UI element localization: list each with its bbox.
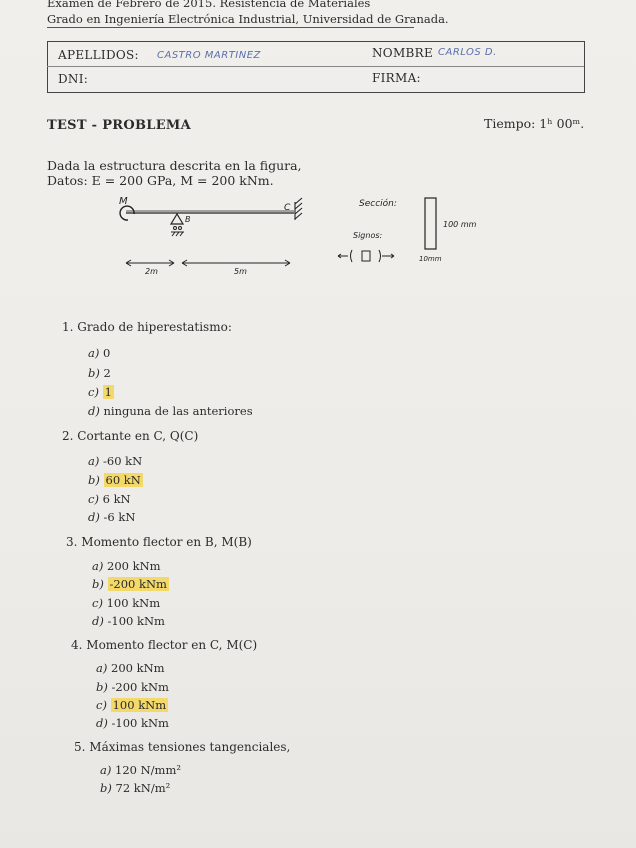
dim-arrow-left bbox=[126, 260, 174, 266]
option-text-highlighted: 100 kNm bbox=[112, 698, 167, 712]
option-letter: a) bbox=[100, 763, 112, 777]
option-1b[interactable] bbox=[88, 366, 111, 380]
exam-header-line2: Grado en Ingeniería Electrónica Industrial, Universidad de Granada. bbox=[47, 12, 449, 26]
question-5 bbox=[74, 740, 290, 754]
intro-line1: Dada la estructura descrita en la figura, bbox=[47, 158, 302, 173]
section-width-label: 10mm bbox=[419, 255, 442, 263]
option-letter: d) bbox=[88, 404, 100, 418]
sign-moment-left-icon bbox=[351, 250, 353, 262]
section-label: Sección: bbox=[359, 199, 397, 209]
option-text: 100 kNm bbox=[106, 596, 161, 610]
roller-left-icon bbox=[174, 227, 177, 230]
nombre-label: NOMBRE bbox=[372, 46, 434, 60]
option-4a[interactable] bbox=[96, 661, 165, 675]
option-1d[interactable] bbox=[88, 404, 253, 418]
exam-header-line1: Examen de Febrero de 2015. Resistencia de Materiales bbox=[47, 0, 371, 10]
option-letter: c) bbox=[88, 492, 99, 506]
end-c-label: C bbox=[284, 203, 291, 213]
option-letter: a) bbox=[96, 661, 108, 675]
fixed-support-icon bbox=[295, 198, 302, 220]
option-text: 200 kNm bbox=[111, 661, 165, 675]
option-letter: a) bbox=[88, 346, 100, 360]
sign-moment-right-icon bbox=[379, 250, 381, 262]
question-text: Cortante en C, Q(C) bbox=[77, 429, 199, 443]
question-text: Máximas tensiones tangenciales, bbox=[89, 740, 291, 754]
option-text: ninguna de las anteriores bbox=[103, 404, 253, 418]
option-4d[interactable] bbox=[96, 716, 169, 730]
option-letter: b) bbox=[88, 473, 100, 487]
question-number: 3. bbox=[66, 535, 78, 549]
option-3b[interactable] bbox=[92, 577, 169, 591]
option-1a[interactable] bbox=[88, 346, 110, 360]
question-text: Momento flector en C, M(C) bbox=[86, 638, 258, 652]
option-3c[interactable] bbox=[92, 596, 160, 610]
option-text: -100 kNm bbox=[107, 614, 165, 628]
option-text: 2 bbox=[103, 366, 111, 380]
question-number: 2. bbox=[62, 429, 74, 443]
sign-arrow-left-icon bbox=[338, 254, 348, 258]
option-text: 72 kN/m² bbox=[115, 781, 171, 795]
option-letter: b) bbox=[88, 366, 100, 380]
option-1c[interactable] bbox=[88, 385, 114, 399]
test-title: TEST - PROBLEMA bbox=[47, 118, 192, 133]
option-letter: a) bbox=[92, 559, 104, 573]
question-1 bbox=[62, 320, 232, 334]
dim-right-label: 5m bbox=[234, 267, 247, 276]
option-text: 0 bbox=[103, 346, 111, 360]
option-letter: b) bbox=[100, 781, 112, 795]
apellidos-label: APELLIDOS: bbox=[58, 48, 139, 62]
option-4b[interactable] bbox=[96, 680, 169, 694]
option-letter: c) bbox=[96, 698, 107, 712]
option-2d[interactable] bbox=[88, 510, 135, 524]
signs-label: Signos: bbox=[353, 231, 383, 240]
option-text: 200 kNm bbox=[107, 559, 161, 573]
option-letter: a) bbox=[88, 454, 100, 468]
intro-line2: Datos: E = 200 GPa, M = 200 kNm. bbox=[47, 173, 274, 188]
option-text: -100 kNm bbox=[111, 716, 169, 730]
option-3a[interactable] bbox=[92, 559, 161, 573]
option-text-highlighted: -200 kNm bbox=[109, 577, 167, 591]
question-number: 1. bbox=[62, 320, 74, 334]
option-letter: d) bbox=[92, 614, 104, 628]
question-number: 5. bbox=[74, 740, 86, 754]
option-text: 6 kN bbox=[102, 492, 131, 506]
option-text: -60 kN bbox=[103, 454, 143, 468]
option-letter: c) bbox=[88, 385, 99, 399]
ground-hatch-icon bbox=[171, 232, 184, 236]
apellidos-handwritten[interactable]: CASTRO MARTINEZ bbox=[157, 50, 261, 61]
option-text-highlighted: 60 kN bbox=[105, 473, 141, 487]
section-height-label: 100 mm bbox=[443, 220, 477, 229]
option-2b[interactable] bbox=[88, 473, 143, 487]
header-rule bbox=[47, 27, 414, 28]
firma-label: FIRMA: bbox=[372, 71, 421, 85]
option-text: -200 kNm bbox=[111, 680, 169, 694]
student-info-divider bbox=[47, 66, 584, 67]
sign-arrow-right-icon bbox=[382, 254, 394, 258]
option-4c[interactable] bbox=[96, 698, 168, 712]
sign-element-icon bbox=[362, 251, 370, 261]
structure-sketch bbox=[100, 190, 520, 285]
option-letter: b) bbox=[92, 577, 104, 591]
moment-label: M bbox=[119, 196, 128, 207]
option-5a[interactable] bbox=[100, 763, 181, 777]
option-letter: d) bbox=[88, 510, 100, 524]
option-2c[interactable] bbox=[88, 492, 131, 506]
option-text: 120 N/mm² bbox=[115, 763, 181, 777]
support-b-icon bbox=[171, 214, 183, 224]
question-4 bbox=[71, 638, 257, 652]
option-letter: d) bbox=[96, 716, 108, 730]
nombre-handwritten[interactable]: CARLOS D. bbox=[438, 47, 497, 58]
time-allowed: Tiempo: 1ʰ 00ᵐ. bbox=[484, 116, 585, 131]
roller-right-icon bbox=[179, 227, 182, 230]
option-5b[interactable] bbox=[100, 781, 170, 795]
section-rectangle bbox=[425, 198, 436, 249]
option-text-highlighted: 1 bbox=[104, 385, 112, 399]
question-number: 4. bbox=[71, 638, 83, 652]
option-2a[interactable] bbox=[88, 454, 142, 468]
question-text: Momento flector en B, M(B) bbox=[81, 535, 252, 549]
support-b-label: B bbox=[185, 215, 191, 224]
dim-left-label: 2m bbox=[145, 267, 158, 276]
question-text: Grado de hiperestatismo: bbox=[77, 320, 232, 334]
option-letter: c) bbox=[92, 596, 103, 610]
question-3 bbox=[66, 535, 252, 549]
dni-label: DNI: bbox=[58, 72, 89, 86]
dim-arrow-right bbox=[182, 260, 290, 266]
option-text: -6 kN bbox=[103, 510, 136, 524]
option-3d[interactable] bbox=[92, 614, 165, 628]
question-2 bbox=[62, 429, 198, 443]
option-letter: b) bbox=[96, 680, 108, 694]
